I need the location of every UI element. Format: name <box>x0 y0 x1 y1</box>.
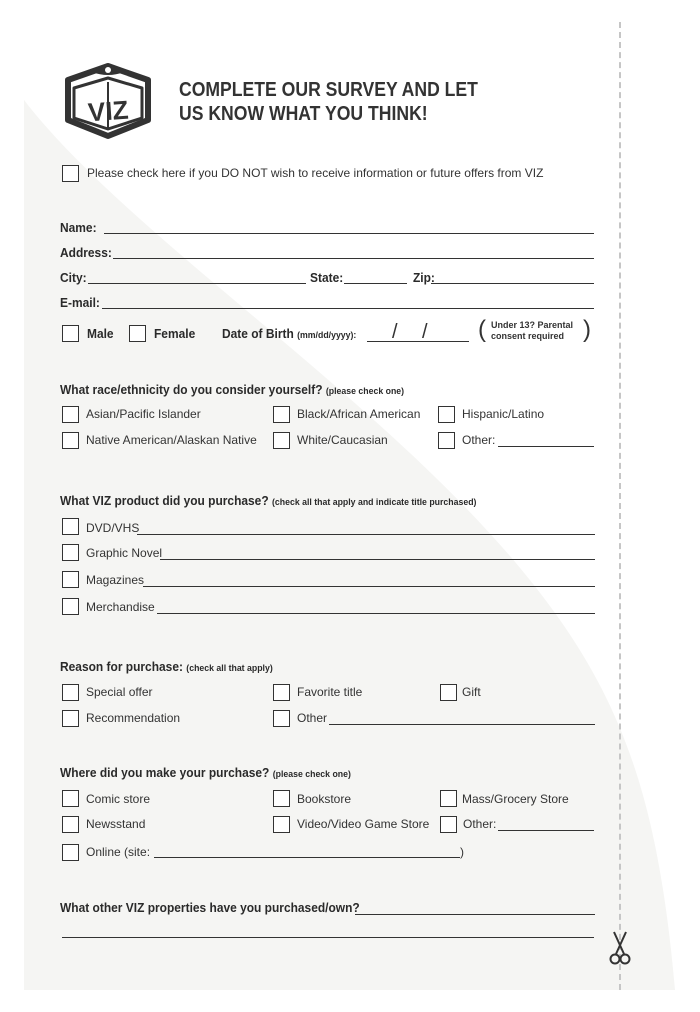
product-novel-label: Graphic Novel <box>86 546 163 560</box>
race-native-checkbox[interactable] <box>62 432 79 449</box>
zip-field[interactable] <box>431 283 594 284</box>
state-field[interactable] <box>344 283 407 284</box>
where-other-field[interactable] <box>498 830 594 831</box>
product-dvd-label: DVD/VHS <box>86 521 140 535</box>
where-newsstand-checkbox[interactable] <box>62 816 79 833</box>
where-other-checkbox[interactable] <box>440 816 457 833</box>
race-asian-label: Asian/Pacific Islander <box>86 407 201 421</box>
cut-guide-line <box>619 22 621 990</box>
consent-close-paren: ) <box>583 316 591 343</box>
state-label: State: <box>310 270 344 285</box>
dob-label: Date of Birth (mm/dd/yyyy): <box>222 326 357 341</box>
dob-separator-2: / <box>422 321 428 343</box>
scissors-icon <box>609 930 631 966</box>
reason-favorite-label: Favorite title <box>297 685 363 699</box>
name-label: Name: <box>60 220 97 235</box>
female-label: Female <box>154 326 196 341</box>
where-online-checkbox[interactable] <box>62 844 79 861</box>
race-other-checkbox[interactable] <box>438 432 455 449</box>
product-magazines-label: Magazines <box>86 573 145 587</box>
dob-separator-1: / <box>392 321 398 343</box>
where-question: Where did you make your purchase? (please check one) <box>60 765 351 780</box>
consent-open-paren: ( <box>478 316 486 343</box>
where-video-label: Video/Video Game Store <box>297 817 430 831</box>
product-merch-label: Merchandise <box>86 600 155 614</box>
email-label: E-mail: <box>60 295 100 310</box>
reason-other-field[interactable] <box>329 724 595 725</box>
city-label: City: <box>60 270 87 285</box>
product-novel-field[interactable] <box>160 559 595 560</box>
female-checkbox[interactable] <box>129 325 146 342</box>
other-properties-question: What other VIZ properties have you purchased/own? <box>60 900 360 915</box>
product-novel-checkbox[interactable] <box>62 544 79 561</box>
city-field[interactable] <box>88 283 306 284</box>
survey-title-line2: US KNOW WHAT YOU THINK! <box>179 103 428 125</box>
opt-out-label: Please check here if you DO NOT wish to receive information or future offers from VIZ <box>87 166 544 180</box>
reason-other-checkbox[interactable] <box>273 710 290 727</box>
race-black-label: Black/African American <box>297 407 421 421</box>
product-magazines-checkbox[interactable] <box>62 571 79 588</box>
reason-offer-label: Special offer <box>86 685 153 699</box>
male-checkbox[interactable] <box>62 325 79 342</box>
product-dvd-field[interactable] <box>137 534 595 535</box>
male-label: Male <box>87 326 114 341</box>
race-other-label: Other: <box>462 433 496 447</box>
where-online-field[interactable] <box>154 857 460 858</box>
where-online-label: Online (site: <box>86 845 151 859</box>
product-dvd-checkbox[interactable] <box>62 518 79 535</box>
reason-recommendation-checkbox[interactable] <box>62 710 79 727</box>
name-field[interactable] <box>104 233 594 234</box>
other-properties-field-2[interactable] <box>62 937 594 938</box>
where-mass-label: Mass/Grocery Store <box>462 792 569 806</box>
race-asian-checkbox[interactable] <box>62 406 79 423</box>
reason-recommendation-label: Recommendation <box>86 711 181 725</box>
race-hispanic-label: Hispanic/Latino <box>462 407 545 421</box>
race-black-checkbox[interactable] <box>273 406 290 423</box>
reason-gift-label: Gift <box>462 685 481 699</box>
race-white-checkbox[interactable] <box>273 432 290 449</box>
survey-title-line1: COMPLETE OUR SURVEY AND LET <box>179 79 478 101</box>
reason-other-label: Other <box>297 711 328 725</box>
product-magazines-field[interactable] <box>143 586 595 587</box>
email-field[interactable] <box>102 308 594 309</box>
race-question: What race/ethnicity do you consider yourself? (please check one) <box>60 382 405 397</box>
reason-offer-checkbox[interactable] <box>62 684 79 701</box>
race-hispanic-checkbox[interactable] <box>438 406 455 423</box>
where-other-label: Other: <box>463 817 497 831</box>
product-merch-checkbox[interactable] <box>62 598 79 615</box>
reason-question: Reason for purchase: (check all that apply) <box>60 659 273 674</box>
where-online-close-paren: ) <box>460 845 464 859</box>
zip-label: Zip: <box>413 270 435 285</box>
opt-out-checkbox[interactable] <box>62 165 79 182</box>
where-video-checkbox[interactable] <box>273 816 290 833</box>
consent-note: Under 13? Parental consent required <box>491 320 574 341</box>
dob-field[interactable] <box>367 341 469 342</box>
product-question: What VIZ product did you purchase? (check all that apply and indicate title purchased) <box>60 493 477 508</box>
address-field[interactable] <box>113 258 594 259</box>
where-bookstore-checkbox[interactable] <box>273 790 290 807</box>
where-mass-checkbox[interactable] <box>440 790 457 807</box>
where-newsstand-label: Newsstand <box>86 817 146 831</box>
reason-gift-checkbox[interactable] <box>440 684 457 701</box>
where-bookstore-label: Bookstore <box>297 792 352 806</box>
svg-text:VIZ: VIZ <box>86 94 130 128</box>
race-native-label: Native American/Alaskan Native <box>86 433 257 447</box>
reason-favorite-checkbox[interactable] <box>273 684 290 701</box>
race-white-label: White/Caucasian <box>297 433 388 447</box>
race-other-field[interactable] <box>498 446 594 447</box>
viz-book-logo-icon <box>60 58 156 144</box>
where-comic-checkbox[interactable] <box>62 790 79 807</box>
where-comic-label: Comic store <box>86 792 151 806</box>
product-merch-field[interactable] <box>157 613 595 614</box>
address-label: Address: <box>60 245 112 260</box>
other-properties-field-1[interactable] <box>355 914 595 915</box>
